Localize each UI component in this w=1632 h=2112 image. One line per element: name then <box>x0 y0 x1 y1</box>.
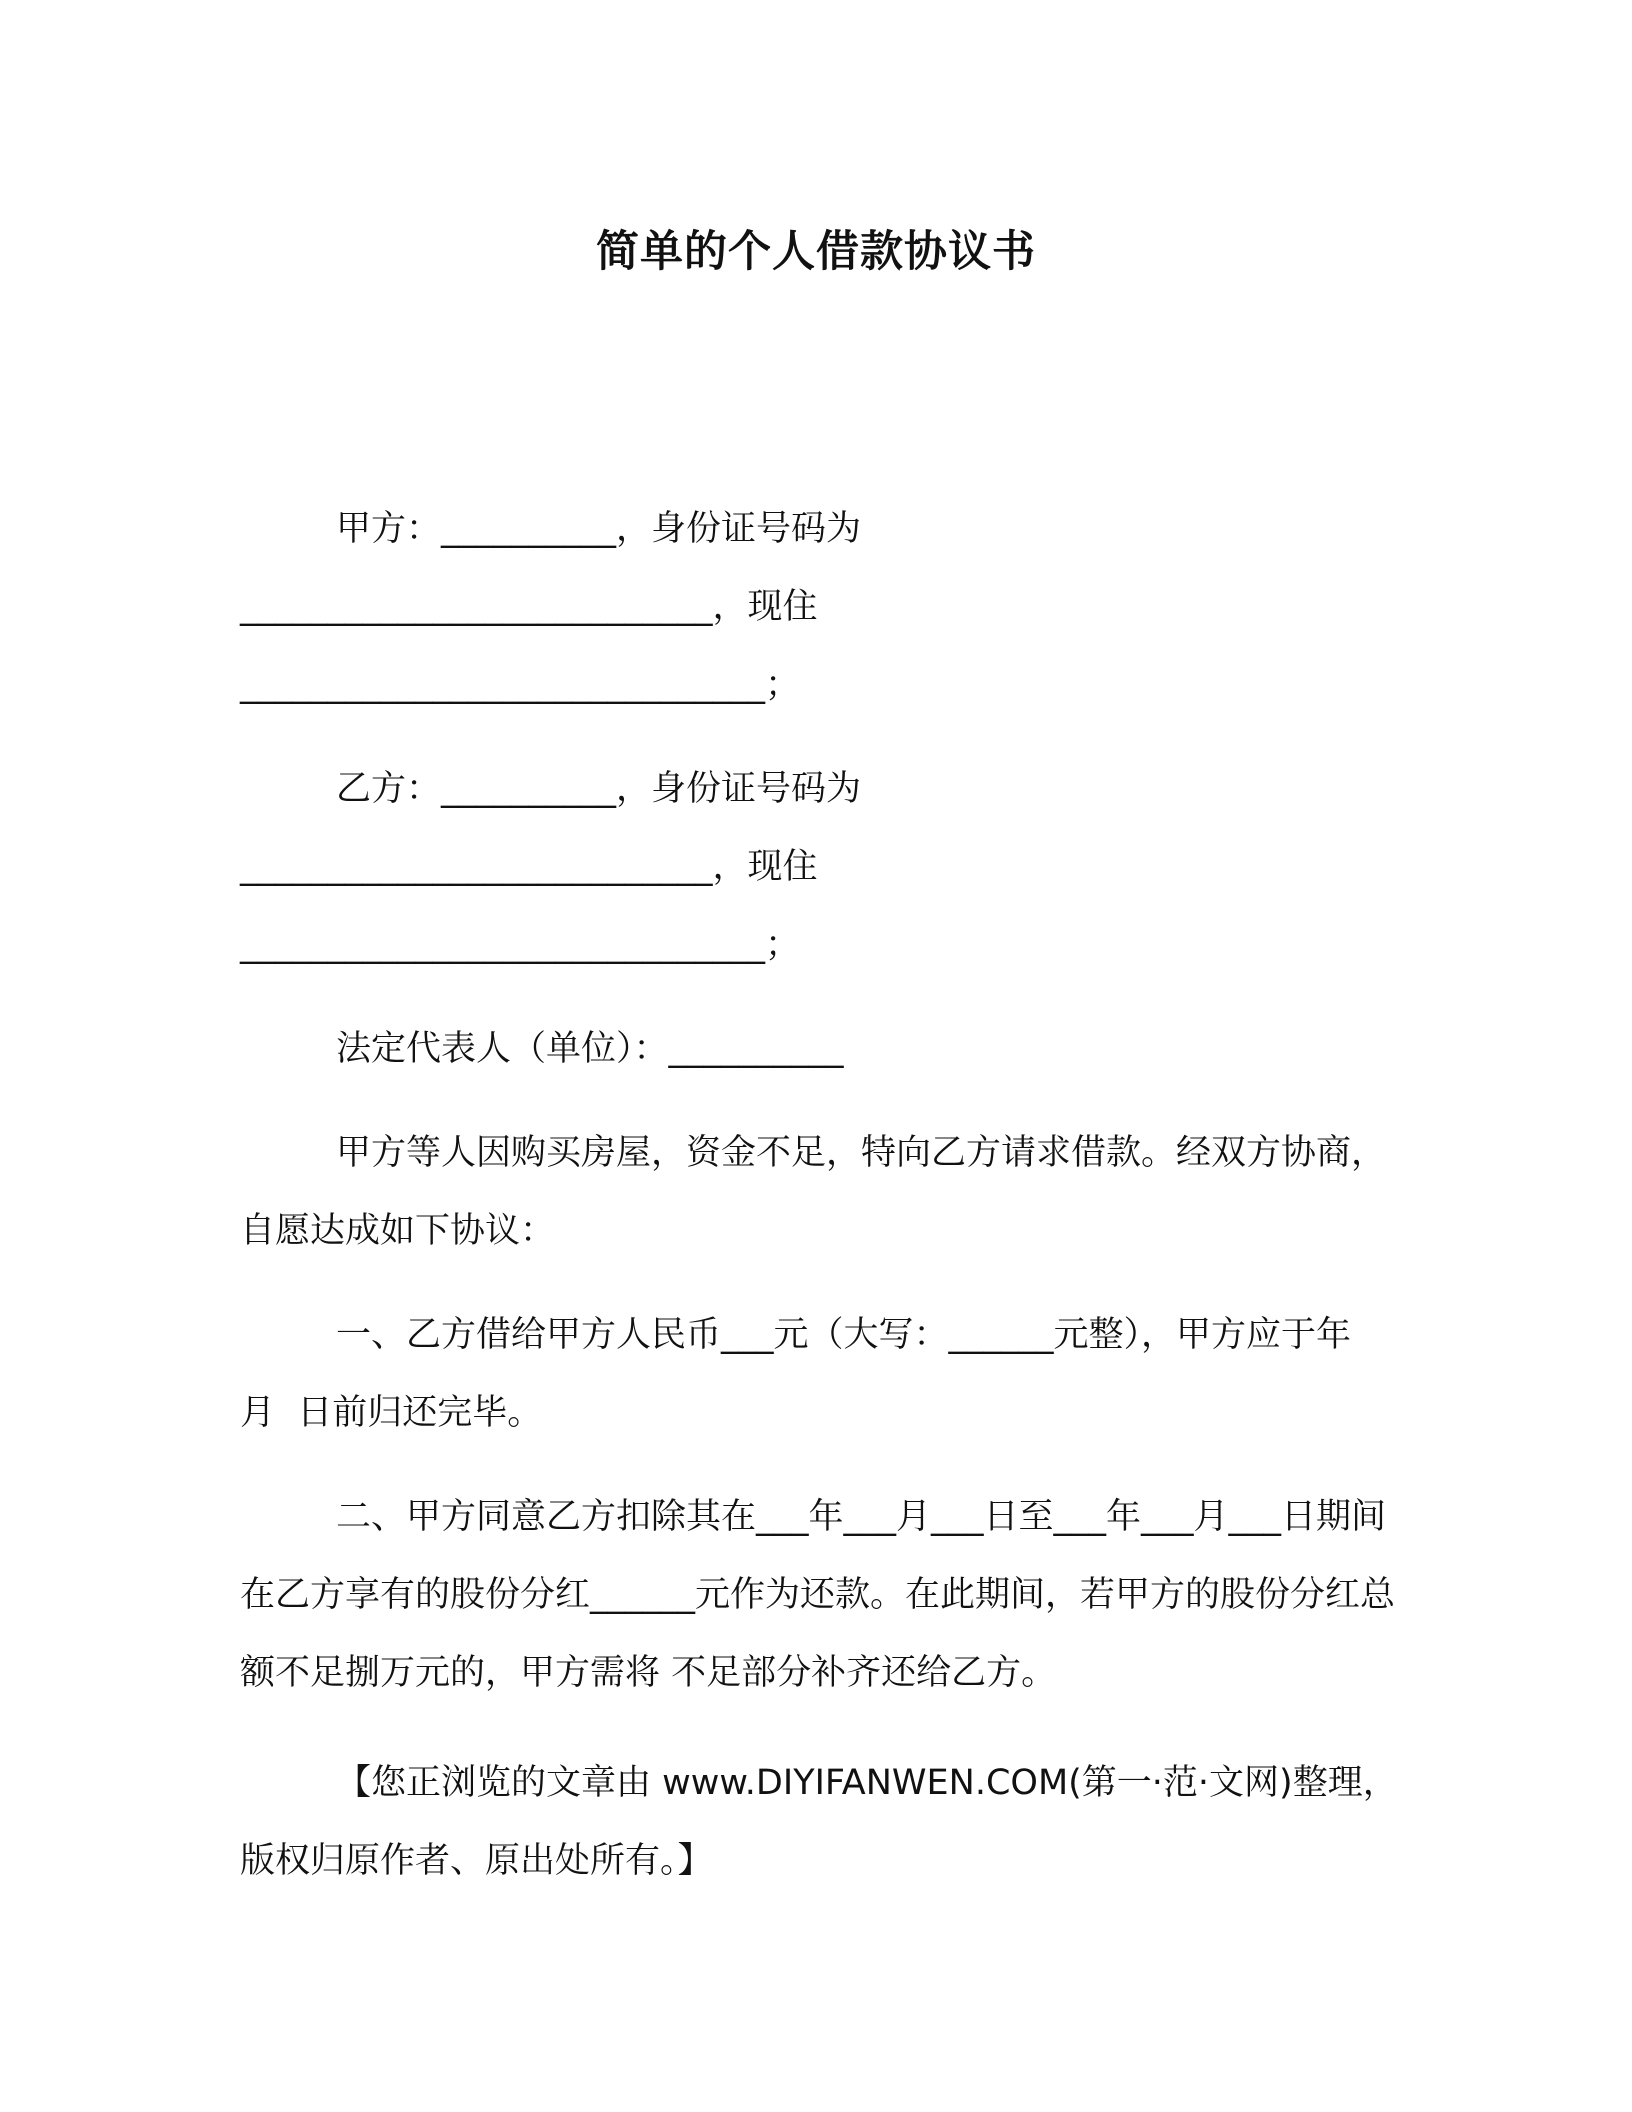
agreement-intro: 甲方等人因购买房屋，资金不足，特向乙方请求借款。经双方协商，自愿达成如下协议： <box>240 1133 1387 1251</box>
party-a-id-line: ___________________________，现住 <box>240 587 818 627</box>
document-body <box>240 490 1400 1926</box>
party-a-block <box>240 490 1400 724</box>
party-b-address-line: ______________________________； <box>240 925 801 965</box>
clause-1: 一、乙方借给甲方人民币___元（大写：______元整），甲方应于年 月 日前归还完毕。 <box>240 1315 1374 1433</box>
legal-representative-line: 法定代表人（单位）：__________ <box>336 1029 844 1069</box>
document-title: 简单的个人借款协议书 <box>596 227 1036 277</box>
party-b-id-line: ___________________________，现住 <box>240 847 818 887</box>
source-notice: 【您正浏览的文章由 www.DIYIFANWEN.COM(第一·范·文网)整理，版权归原作者、原出处所有。】 <box>240 1763 1398 1881</box>
clause-2: 二、甲方同意乙方扣除其在___年___月___日至___年___月___日期间在乙方享有的股份分红______元作为还款。在此期间，若甲方的股份分红总额不足捌万元的，甲方需将 不足部分补齐还给乙方。 <box>240 1497 1396 1693</box>
party-a-name-line: 甲方：__________，身份证号码为 <box>336 509 862 549</box>
party-b-block <box>240 750 1400 984</box>
party-b-name-line: 乙方：__________，身份证号码为 <box>336 769 862 809</box>
party-a-address-line: ______________________________； <box>240 665 801 705</box>
